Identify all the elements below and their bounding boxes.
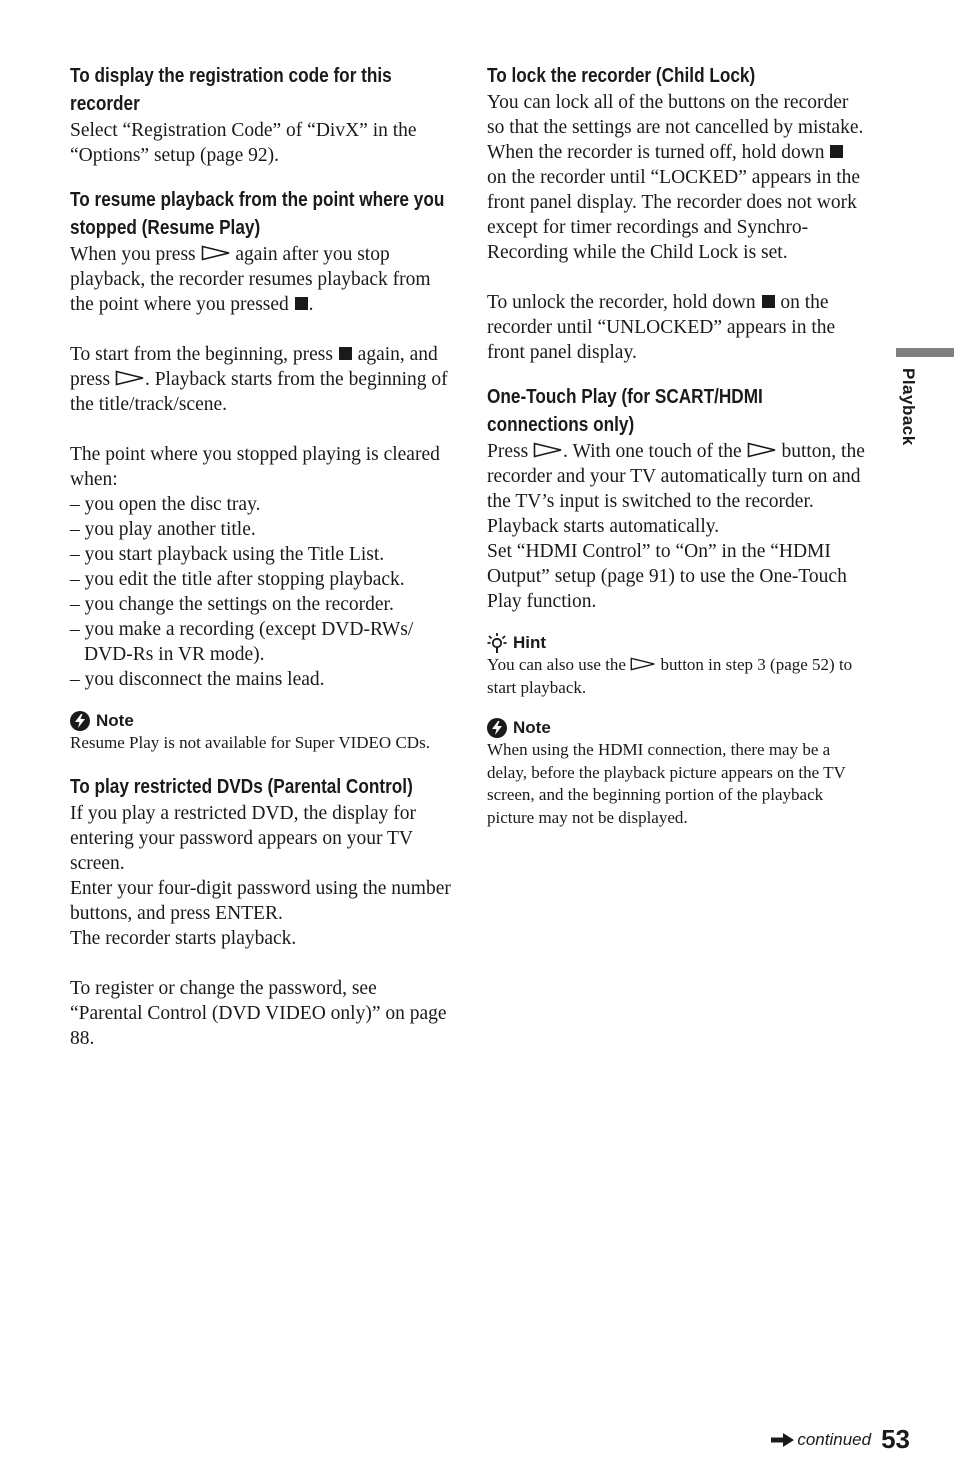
note-icon [487,718,507,738]
list-item: – you make a recording (except DVD-RWs/ DVD-Rs in VR mode). [70,619,414,665]
list-item: – you open the disc tray. [70,494,261,515]
list-item: – you disconnect the mains lead. [70,669,325,690]
registration-section [70,62,454,168]
child-lock-section [487,62,867,365]
play-icon [747,442,777,458]
play-icon [630,657,656,671]
resume-p2-a: To start from the beginning, press [70,344,333,365]
onetouch-p1-a: Press [487,441,529,462]
note-label: Note [513,718,551,737]
list-item: – you change the settings on the recorder. [70,594,394,615]
right-column [487,62,867,847]
resume-p1-a: When you press [70,244,196,265]
resume-p1-c: . [308,294,314,315]
left-column [70,62,454,1069]
list-item: – you start playback using the Title List. [70,544,385,565]
stop-icon [295,297,308,310]
stop-icon [830,145,843,158]
note-text: When using the HDMI connection, there may be a delay, before the playback picture appears on the TV screen, and the beginning portion of the playback picture may not be displayed. [487,740,846,827]
stop-icon [339,347,352,360]
resume-p1-b: again after you stop playback, the recorder resumes playback from the point where you pressed [70,244,431,315]
child-lock-paragraph-2 [487,140,867,265]
onetouch-p1-c: button, the recorder and your TV automatically turn on and the TV’s input is switched to the recorder. Playback starts automatically. [487,441,865,537]
resume-paragraph-1 [70,242,454,317]
resume-cleared-list [70,492,454,692]
arrow-right-icon [771,1433,795,1447]
child-lock-paragraph-1: You can lock all of the buttons on the recorder so that the settings are not cancelled by mistake. [487,92,864,138]
registration-heading: To display the registration code for this recorder [70,65,392,115]
lock-p3-b: on the recorder until “UNLOCKED” appears in the front panel display. [487,292,836,363]
one-touch-heading: One-Touch Play (for SCART/HDMI connections only) [487,386,763,436]
lightbulb-icon [487,632,507,654]
resume-p2-c: . Playback starts from the beginning of the title/track/scene. [70,369,448,415]
hint-a: You can also use the [487,655,626,674]
hint-b: button in step 3 (page 52) to start playback. [487,655,853,697]
resume-paragraph-3: The point where you stopped playing is cleared when: [70,444,440,490]
resume-heading: To resume playback from the point where you stopped (Resume Play) [70,189,445,239]
list-item: – you play another title. [70,519,256,540]
note-text: Resume Play is not available for Super VIDEO CDs. [70,733,430,752]
hint-heading [487,632,867,654]
continued-label: continued [797,1430,872,1449]
lock-p2-a: When the recorder is turned off, hold down [487,142,825,163]
parental-paragraph-4: To register or change the password, see “Parental Control (DVD VIDEO only)” on page 88. [70,977,447,1049]
parental-paragraph-2: Enter your four-digit password using the number buttons, and press ENTER. [70,877,451,924]
play-icon [201,245,231,261]
play-icon [115,370,145,386]
section-tab-label: Playback [899,368,918,446]
page-number: 53 [881,1424,910,1454]
resume-paragraph-2 [70,342,454,417]
list-item: – you edit the title after stopping playback. [70,569,405,590]
section-tab-bar [896,348,954,357]
hdmi-note [487,717,867,829]
note-heading [487,717,867,739]
onetouch-p1-b: . With one touch of the [563,441,742,462]
one-touch-paragraph-2: Set “HDMI Control” to “On” in the “HDMI Output” setup (page 91) to use the One-Touch Play function. [487,541,847,612]
parental-paragraph-3: The recorder starts playback. [70,927,297,949]
child-lock-heading: To lock the recorder (Child Lock) [487,65,756,87]
hint-label: Hint [513,633,547,652]
one-touch-paragraph-1 [487,439,867,539]
resume-section [70,186,454,692]
stop-icon [762,295,775,308]
continued-indicator [771,1430,871,1454]
parental-heading: To play restricted DVDs (Parental Control) [70,775,413,798]
parental-section [70,773,454,1051]
child-lock-paragraph-3 [487,290,867,365]
resume-p2-b: again, and press [70,344,438,390]
registration-body: Select “Registration Code” of “DivX” in the “Options” setup (page 92). [70,120,417,166]
one-touch-section [487,383,867,614]
resume-note [70,710,454,755]
parental-paragraph-1: If you play a restricted DVD, the display for entering your password appears on your TV screen. [70,802,417,874]
note-heading [70,710,454,732]
note-label: Note [96,711,134,730]
lock-p3-a: To unlock the recorder, hold down [487,292,756,313]
lock-p2-b: on the recorder until “LOCKED” appears in the front panel display. The recorder does not work except for timer recordings and Synchro-Recording while the Child Lock is set. [487,167,861,263]
play-icon [533,442,563,458]
hint-section [487,632,867,699]
hint-text [487,654,867,699]
note-icon [70,711,90,731]
footer [771,1424,910,1454]
